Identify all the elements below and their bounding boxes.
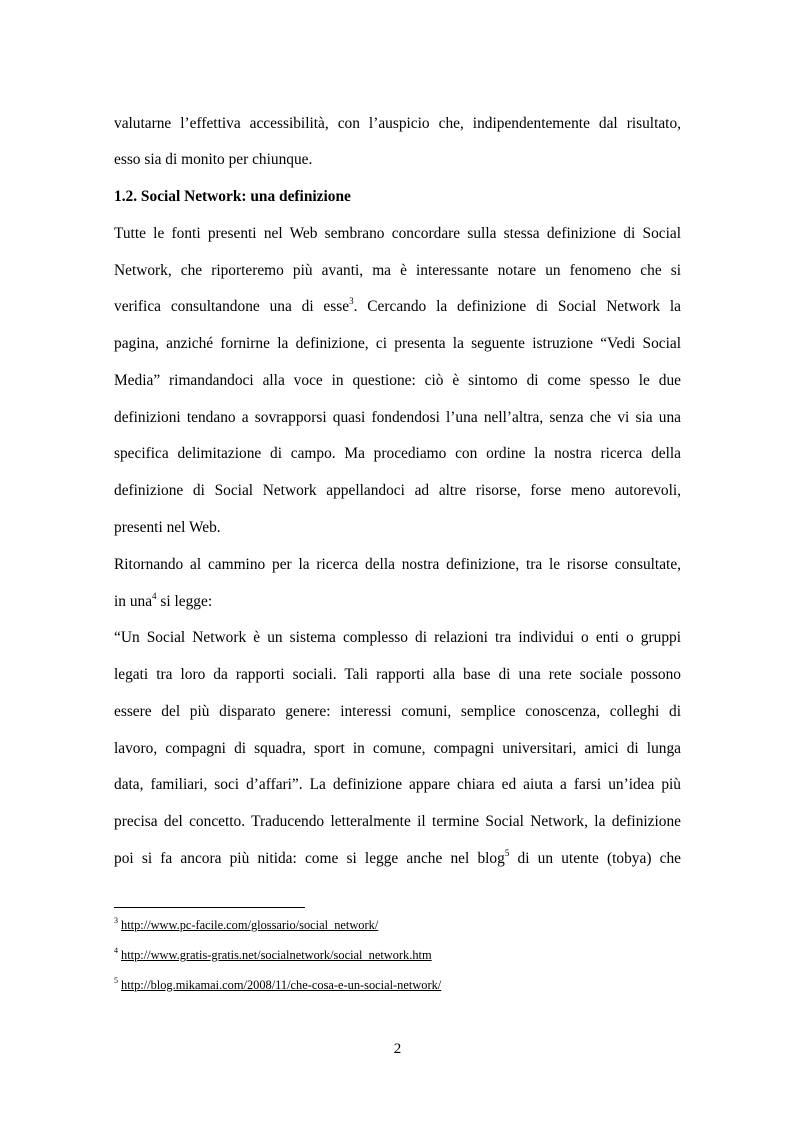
paragraph-line: specifica delimitazione di campo. Ma procediamo con ordine la nostra ricerca della bbox=[114, 445, 681, 462]
footnote-number: 5 bbox=[114, 975, 118, 985]
line-text: . Cercando la definizione di Social Network la bbox=[353, 298, 681, 315]
footnote-reference[interactable]: 5 bbox=[504, 847, 510, 858]
paragraph-line: data, familiari, soci d’affari”. La definizione appare chiara ed aiuta a farsi un’idea più bbox=[114, 776, 681, 793]
paragraph-line: Network, che riporteremo più avanti, ma è interessante notare un fenomeno che si bbox=[114, 262, 681, 279]
paragraph-line: “Un Social Network è un sistema complesso di relazioni tra individui o enti o gruppi bbox=[114, 629, 681, 646]
paragraph-line: esso sia di monito per chiunque. bbox=[114, 151, 313, 168]
footnote bbox=[114, 917, 378, 933]
line-text: in una bbox=[114, 593, 153, 610]
footnote-number: 4 bbox=[114, 945, 118, 955]
line-text: verifica consultandone una di esse bbox=[114, 298, 350, 315]
paragraph-line: presenti nel Web. bbox=[114, 519, 221, 536]
paragraph-line: valutarne l’effettiva accessibilità, con l’auspicio che, indipendentemente dal risultato, bbox=[114, 115, 681, 132]
line-text: si legge: bbox=[156, 593, 213, 610]
page-number: 2 bbox=[393, 1041, 402, 1057]
footnote-reference[interactable]: 4 bbox=[152, 590, 157, 601]
section-heading: 1.2. Social Network: una definizione bbox=[114, 188, 351, 205]
line-text: poi si fa ancora più nitida: come si legge anche nel blog bbox=[114, 850, 505, 867]
footnote bbox=[114, 977, 441, 993]
footnote-number: 3 bbox=[114, 915, 118, 925]
paragraph-line bbox=[114, 849, 681, 869]
paragraph-line: definizione di Social Network appellandoci ad altre risorse, forse meno autorevoli, bbox=[114, 482, 681, 499]
paragraph-line bbox=[114, 297, 681, 317]
paragraph-line bbox=[114, 592, 681, 612]
footnote-link[interactable]: http://www.pc-facile.com/glossario/social_network/ bbox=[121, 918, 379, 932]
paragraph-line: lavoro, compagni di squadra, sport in comune, compagni universitari, amici di lunga bbox=[114, 740, 681, 757]
document-page bbox=[114, 0, 681, 1123]
paragraph-line: precisa del concetto. Traducendo letteralmente il termine Social Network, la definizione bbox=[114, 813, 681, 830]
footnote-link[interactable]: http://blog.mikamai.com/2008/11/che-cosa-e-un-social-network/ bbox=[121, 978, 442, 992]
footnote-link[interactable]: http://www.gratis-gratis.net/socialnetwork/social_network.htm bbox=[121, 948, 432, 962]
paragraph-line: Media” rimandandoci alla voce in questione: ciò è sintomo di come spesso le due bbox=[114, 372, 681, 389]
line-text: di un utente (tobya) che bbox=[509, 850, 681, 867]
paragraph-line: definizioni tendano a sovrapporsi quasi fondendosi l’una nell’altra, senza che vi sia una bbox=[114, 409, 681, 426]
footnote bbox=[114, 947, 432, 963]
paragraph-line: essere del più disparato genere: interessi comuni, semplice conoscenza, colleghi di bbox=[114, 703, 681, 720]
footnote-reference[interactable]: 3 bbox=[349, 295, 354, 306]
paragraph-line: Ritornando al cammino per la ricerca della nostra definizione, tra le risorse consultate, bbox=[114, 556, 681, 573]
paragraph-line: pagina, anziché fornirne la definizione, ci presenta la seguente istruzione “Vedi Social bbox=[114, 335, 681, 352]
paragraph-line: legati tra loro da rapporti sociali. Tali rapporti alla base di una rete sociale possono bbox=[114, 666, 681, 683]
paragraph-line: Tutte le fonti presenti nel Web sembrano concordare sulla stessa definizione di Social bbox=[114, 225, 681, 242]
footnote-divider bbox=[114, 907, 305, 908]
